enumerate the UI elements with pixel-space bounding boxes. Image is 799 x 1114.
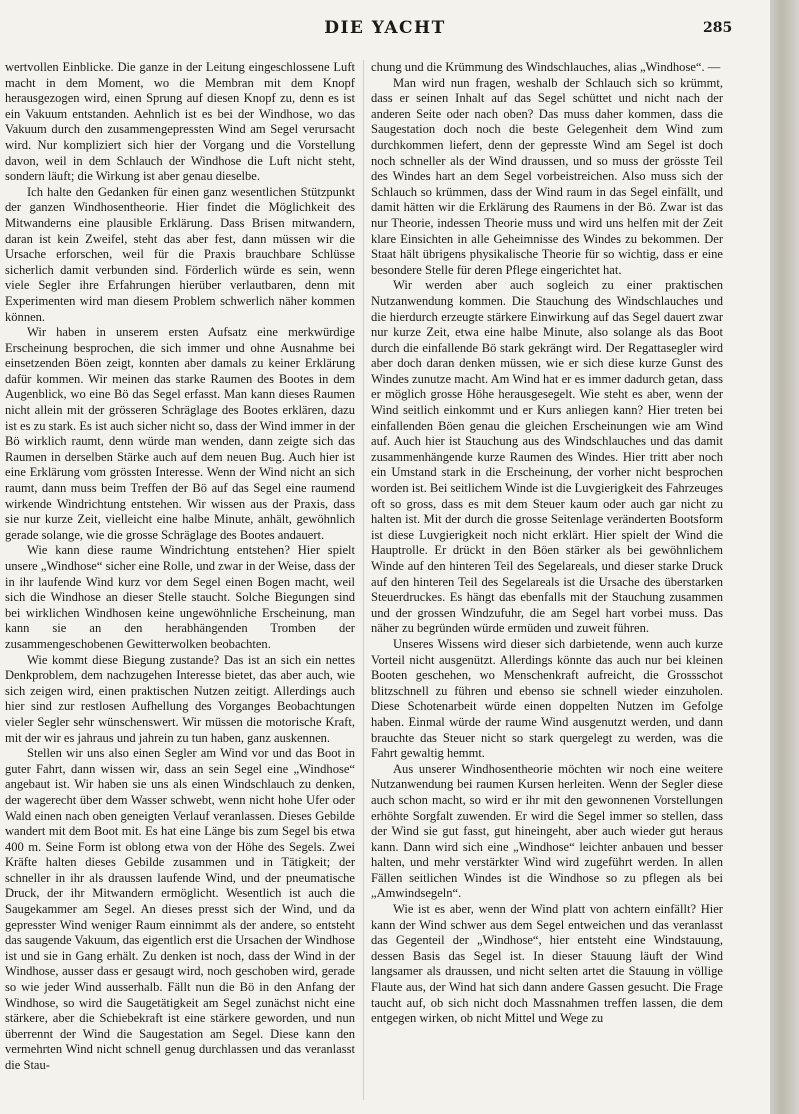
paragraph: chung und die Krümmung des Windschlauches, alias „Windhose“. — bbox=[371, 60, 721, 74]
paragraph: Stellen wir uns also einen Segler am Wind vor und das Boot in guter Fahrt, dann wissen wir, dass an sein Segel eine „Windhose“ angebaut ist. Wir haben sie uns als einen Windschlauch zu denken, der wagerecht über dem Wasser schwebt, wenn nicht hohe Ufer oder Wald einen nach oben geneigten Verlauf veranlassen. Dieses Gebilde wandert mit dem Boot mit. Es hat eine Länge bis zum Segel bis etwa 400 m. Seine Form ist oblong etwa von der Höhe des Segels. Zwei Kräfte halten dieses Gebilde zusammen und in Tätigkeit; der schneller in ihr als draussen laufende Wind, und der pneumatische Druck, der ihr Mitwandern ermöglicht. Wesentlich ist auch die Saugekammer am Segel. An dieses presst sich der Wind, und da gepresster Wind weniger Raum einnimmt als der andere, so entsteht das saugende Vakuum, das eigentlich erst die Ursachen der Windhose ist und sie in Gang erhält. Zu denken ist noch, dass der Wind in der Windhose, ausser dass er gesaugt wird, noch geschoben wird, gerade so wie jeder Wind ausserhalb. Fällt nun die Bö in den Anfang der Windhose, so wird die Saugetätigkeit am Segel zunächst nicht eine stärkere, aber die Schiebekraft ist eine stärkere geworden, und nun überrennt der Wind die Saugestation am Segel. Diese kann den vermehrten Wind nicht schnell genug durchlassen und das veranlasst die Stau- bbox=[5, 746, 355, 1072]
column-divider bbox=[363, 60, 364, 1100]
left-column bbox=[5, 60, 355, 1110]
paragraph: Wie kann diese raume Windrichtung entstehen? Hier spielt unsere „Windhose“ sicher eine Rolle, und zwar in der Weise, dass der in ihr laufende Wind kurz vor dem Segel einen Bogen macht, weil sich die Windhose an dieser Stelle staucht. Solche Biegungen sind bei wirklichen Windhosen keine ungewöhnliche Erscheinung, man kann sie an den herabhängenden Tromben der zusammengeschobenen Gewitterwolken beobachten. bbox=[5, 543, 355, 651]
paragraph: Wie kommt diese Biegung zustande? Das ist an sich ein nettes Denkproblem, dem nachzugehen Interesse bietet, das aber auch, wie sich zeigen wird, einen praktischen Nutzen zeitigt. Allerdings auch hier sind zur restlosen Aufhellung des Vorganges Beobachtungen vieler Segler sehr wünschenswert. Wir müssen die motorische Kraft, mit der wir es jahraus und jahrein zu tun haben, ganz auskennen. bbox=[5, 652, 355, 745]
page-number: 285 bbox=[703, 20, 733, 36]
paragraph: Unseres Wissens wird dieser sich darbietende, wenn auch kurze Vorteil nicht ausgenützt. Allerdings könnte das auch nur bei kleinen Booten geschehen, wo Menschenkraft aufreicht, die Grossschot blitzschnell zu führen und ebenso sie schnell wieder einzuholen. Diese Schotenarbeit würde einen doppelten Nutzen im Gefolge haben. Einmal würde der raume Wind ausgenutzt werden, und dann brauchte das Steuer nicht so stark quergelegt zu werden, was die Fahrt gewaltig hemmt. bbox=[371, 636, 723, 761]
page-edge bbox=[770, 0, 799, 1114]
paragraph: wertvollen Einblicke. Die ganze in der Leitung eingeschlossene Luft macht in dem Moment, wo die Membran mit dem Knopf herausgezogen wird, einen Sprung auf diesen Knopf zu, denn es ist ein Vakuum entstanden. Aehnlich ist es bei der Windhose, wo das Vakuum durch den zusammengepressten Wind am Segel verursacht wird. Nur kompliziert sich hier der Vorgang und die Vorstellung davon, weil in dem Schlauch der Windhose die Luft nicht steht, sondern läuft; die Wirkung ist aber genau dieselbe. bbox=[5, 60, 355, 184]
page-title: DIE YACHT bbox=[324, 18, 446, 38]
paragraph: Wie ist es aber, wenn der Wind platt von achtern einfällt? Hier kann der Wind schwer aus dem Segel entweichen und das veranlasst das Gegenteil der „Windhose“, hier entsteht eine Windstauung, dessen Basis das Segel ist. In dieser Stauung läuft der Wind langsamer als draussen, und nicht selten artet die Stauung in völlige Flaute aus, der Wind hat sich dann andere Gassen gesucht. Die Frage taucht auf, ob sich nicht doch Massnahmen treffen lassen, die dem entgegen wirken, ob nicht Mittel und Wege zu bbox=[371, 902, 723, 1026]
paragraph: Ich halte den Gedanken für einen ganz wesentlichen Stützpunkt der ganzen Windhosentheorie. Hier findet die Möglichkeit des Mitwanderns eine plausible Erklärung. Dass Brisen mitwandern, daran ist kein Zweifel, steht das aber fest, dann müssen wir die Ursache erforschen, weil für die Praxis brauchbare Schlüsse sicherlich damit verbunden sind. Förderlich würde es sein, wenn viele Segler ihre Erfahrungen hierüber verlautbaren, denn mit Experimenten wird man diesem Problem schwerlich näher kommen können. bbox=[5, 184, 355, 324]
paragraph: Wir werden aber auch sogleich zu einer praktischen Nutzanwendung kommen. Die Stauchung des Windschlauches und die hierdurch erzeugte stärkere Einwirkung auf das Segel dauert zwar nur kurze Zeit, etwa eine halbe Minute, also solange als das Boot durch die einfallende Bö stark gekrängt wird. Der Regattasegler wird aber doch daran denken müssen, wie er sich diese kurze Gunst des Windes zunutze macht. Am Wind hat er es immer dadurch getan, dass er möglich grosse Höhe herausgesegelt. Wie steht es aber, wenn der Wind seitlich einkommt und er Kurs anliegen kann? Hier treten bei einfallenden Böen genau die gleichen Erscheinungen wie am Wind auf. Auch hier ist Stauchung aus des Windschlauches und das damit zusammenhängende kurze Raumen des Windes. Hier tritt aber noch ein Umstand stark in die Erscheinung, der vorher nicht besprochen worden ist. Bei seitlichem Winde ist die Luvgierigkeit des Fahrzeuges oft so gross, dass es mit dem Steuer kaum oder auch gar nicht zu halten ist. Mit der durch die grosse Seitenlage veränderten Bootsform ist diese Luvgierigkeit noch nicht erklärt. Hier spielt der Wind die Hauptrolle. Er drückt in den Böen stärker als bei gewöhnlichem Winde auf den hinteren Teil des Segelareals, und dieser starke Druck auf den hinteren Teil des Segelareals ist die Ursache des überstarken Steuerdruckes. Es hängt das ebenfalls mit der Stauchung zusammen und der grossen Windzufuhr, die am Segel hart vorbei muss. Das näher zu begründen würde ermüden und zuweit führen. bbox=[371, 278, 723, 636]
paragraph: Man wird nun fragen, weshalb der Schlauch sich so krümmt, dass er seinen Inhalt auf das Segel schüttet und nicht nach der anderen Seite oder nach oben? Das muss daher kommen, dass die Saugestation doch noch die beste Gelegenheit dem Wind zum durchkommen liefert, denn der gepresste Wind am Segel ist doch noch schneller als der Wind draussen, und so muss der grösste Teil des Windes hart an dem Segel vorbeistreichen. Also muss sich der Schlauch so krümmen, dass der Wind raum in das Segel einfällt, und damit hätten wir die Erklärung des Raumens in der Bö. Zwar ist das nur Theorie, indessen Theorie muss und wird uns helfen mit der Zeit klare Einsichten in alle Geheimnisse des Windes zu bekommen. Der Staat hält übrigens physikalische Theorie für so wichtig, dass er eine besondere Stelle für deren Pflege eingerichtet hat. bbox=[371, 75, 723, 277]
right-column bbox=[371, 60, 723, 1110]
paragraph: Aus unserer Windhosentheorie möchten wir noch eine weitere Nutzanwendung bei raumen Kursen herleiten. Wenn der Segler diese auch schon macht, so wird er ihr mit den gewonnenen Vorstellungen erhöhte Sorgfalt zuwenden. Er wird die Segel immer so stellen, dass der Wind sie gut fasst, gut hineingeht, aber auch wieder gut heraus kann. Dann wird sich eine „Windhose“ leichter anbauen und besser halten, und mehr verstärkter Wind wird zugeführt werden. In allen Fällen seitlichen Windes ist die Windhose so zu pflegen als bei „Amwindsegeln“. bbox=[371, 761, 723, 901]
paragraph: Wir haben in unserem ersten Aufsatz eine merkwürdige Erscheinung besprochen, die sich immer und ohne Ausnahme bei einsetzenden Böen zeigt, konnten aber damals zu keiner Erklärung dafür kommen. Wir meinen das starke Raumen des Bootes in dem Augenblick, wo eine Bö das Segel erfasst. Man kann dieses Raumen nicht allein mit der grösseren Schräglage des Bootes erklären, dazu ist es zu stark. Es ist auch sicher nicht so, dass der Wind immer in der Bö wirklich raumt, denn würde man wenden, dann zeigte sich das Raumen in derselben Stärke auch auf dem neuen Bug. Auch hier ist eine Erklärung vom grössten Interesse. Wenn der Wind nicht an sich raumt, dann muss beim Treffen der Bö auf das Segel eine raumend wirkende Windrichtung entstehen. Wir wissen aus der Praxis, dass sie nur kurze Zeit, vielleicht eine halbe Minute, anhält, gewöhnlich gerade solange, wie die grosse Schräglage des Bootes andauert. bbox=[5, 325, 355, 542]
page-header bbox=[0, 18, 770, 42]
